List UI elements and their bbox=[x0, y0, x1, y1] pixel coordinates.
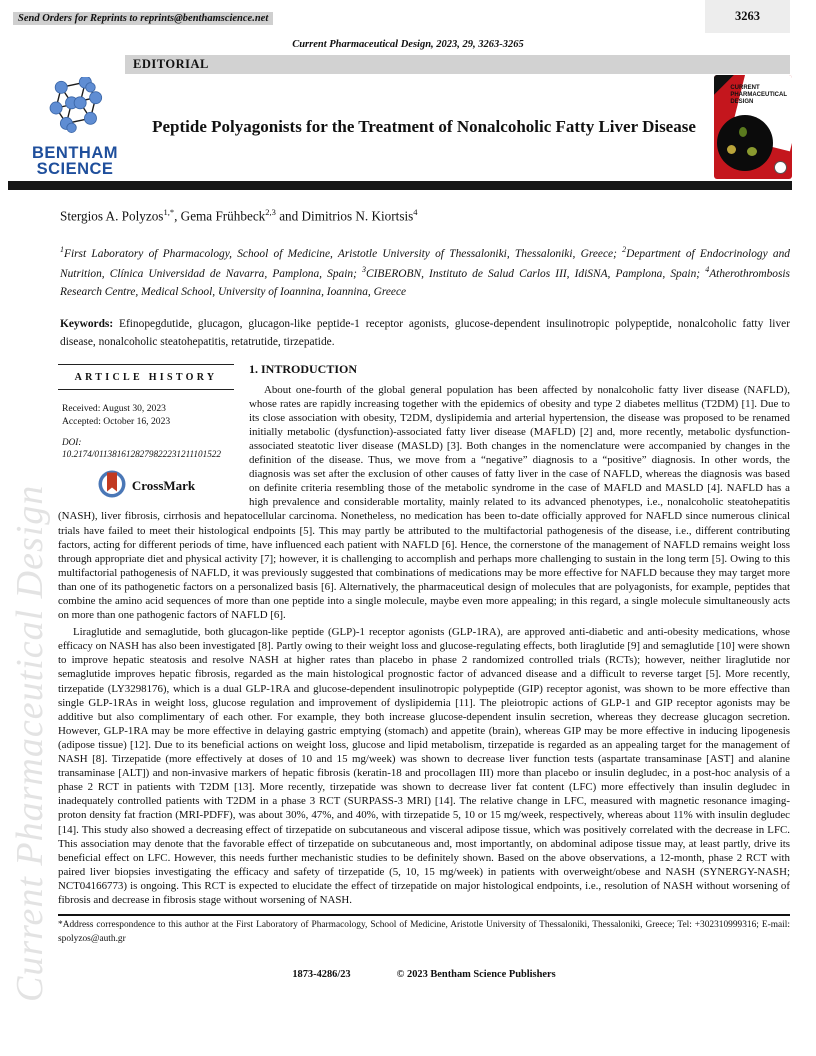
keywords-label: Keywords: bbox=[60, 318, 114, 331]
author-name: , Gema Frühbeck bbox=[174, 208, 266, 224]
correspondence-footnote: *Address correspondence to this author at the First Laboratory of Pharmacology, School of Medicine, Aristotle University of Thessaloniki, Thessaloniki, Greece; Tel: +302310999316; E-mail: spolyzos@auth.gr bbox=[58, 920, 790, 944]
article-history-dates bbox=[62, 402, 234, 429]
bentham-logo bbox=[16, 77, 134, 178]
intro-paragraph-1: About one-fourth of the global general population has been affected by nonalcoholic fatty liver disease (NAFLD), whose rates are rapidly increasing together with the epidemics of obesity and type 2 diabetes mellitus (T2DM) [1]. Due to its close association with obesity, T2DM, dyslipidemia and arterial hypertension, the disease was proposed to be renamed initially metabolic (dysfunction)-associated fatty liver disease (MAFLD) [2] and, more recently, metabolic dysfunction-associated steatotic liver disease (MASLD) [3]. Both changes in the nomenclature were accompanied by changes in the definition of the disease. Thus, we move from a “negative” diagnosis to a “positive” diagnosis. In other words, the diagnosis was set after the exclusion of other causes of fatty liver in the case of NAFLD, whereas the diagnosis was based on definite criteria resembling those of the metabolic syndrome in the case of MAFLD and MASLD [4]. NAFLD has a high prevalence and considerable mortality, mainly related to its advanced phenotypes, i.e., nonalcoholic steatohepatitis (NASH), liver fibrosis, cirrhosis and hepatocellular carcinoma. Nonetheless, no medication has been to-date officially approved for NAFLD since numerous clinical trials have failed to meet their histological endpoints [5]. This may partly be attributed to the multifactorial pathogenesis of the disease, i.e., different contributing factors, acting for different periods of time, have influenced each patient with NAFLD [6]. Hence, the cornerstone of the management of NAFLD remains weight loss through appropriate diet and physical activity [7]; however, it is challenging to accomplish and perhaps more challenging to sustain in the long term [5]. Owing to this multifactorial pathogenesis of NAFLD, it was previously suggested that combinations of medications may be more effective for NAFLD because they may target more than one of its pathogenetic factors on a personalized basis [6]. Alternatively, the pharmaceutical design of molecules that are polyagonists, for example, peptides that combine the amino acid sequences of more than one peptide into a single molecule, maybe even more appealing; in this regard, a single molecule simultaneously acts on more than one pathogenic factors of NAFLD [6]. bbox=[58, 383, 790, 622]
affiliation-superscript: 1 bbox=[60, 245, 64, 255]
affiliation-superscript: 4 bbox=[705, 264, 710, 274]
section-label: EDITORIAL bbox=[133, 57, 209, 71]
author-superscript: 4 bbox=[413, 207, 418, 217]
cover-title-line3: DESIGN bbox=[730, 98, 754, 105]
keywords-text: Efinopegdutide, glucagon, glucagon-like peptide-1 receptor agonists, glucose-dependent insulinotropic polypeptide, nonalcoholic fatty liver disease, nonalcoholic steatohepatitis, retatrutide, tirzepatide. bbox=[60, 318, 790, 348]
affiliation-text: CIBEROBN, Instituto de Salud Carlos III, IdiSNA, Pamplona, Spain; bbox=[366, 267, 706, 280]
crossmark-label: CrossMark bbox=[131, 477, 196, 493]
page-header bbox=[0, 0, 816, 38]
page-number: 3263 bbox=[705, 0, 790, 33]
affiliation-text: First Laboratory of Pharmacology, School of Medicine, Aristotle University of Thessaloniki, Thessaloniki, Greece; bbox=[64, 248, 623, 261]
introduction-heading: 1. INTRODUCTION bbox=[249, 361, 358, 376]
article-title: Peptide Polyagonists for the Treatment of Nonalcoholic Fatty Liver Disease bbox=[152, 117, 696, 137]
bentham-logo-text bbox=[16, 145, 134, 178]
cover-molecule-art bbox=[717, 115, 773, 171]
main-text bbox=[58, 362, 790, 907]
crossmark-badge[interactable] bbox=[58, 468, 234, 503]
journal-cover-thumbnail bbox=[714, 75, 792, 179]
author-name: and Dimitrios N. Kiortsis bbox=[275, 208, 414, 224]
crossmark-icon bbox=[97, 468, 127, 503]
molecule-icon bbox=[32, 126, 118, 143]
issn-code: 1873-4286/23 bbox=[292, 969, 351, 981]
copyright-notice: © 2023 Bentham Science Publishers bbox=[396, 969, 556, 981]
doi-label: DOI: bbox=[62, 437, 82, 448]
article-history-box bbox=[58, 364, 234, 506]
affiliation-superscript: 3 bbox=[362, 264, 367, 274]
footnote-divider bbox=[58, 914, 790, 916]
reprint-notice: Send Orders for Reprints to reprints@benthamscience.net bbox=[13, 12, 273, 25]
affiliation-superscript: 2 bbox=[622, 245, 627, 255]
journal-citation: Current Pharmaceutical Design, 2023, 29, 3263-3265 bbox=[292, 39, 524, 50]
cover-title-line1: CURRENT bbox=[730, 85, 760, 91]
cover-art-dot bbox=[747, 147, 757, 156]
bentham-logo-line1: BENTHAM bbox=[32, 143, 118, 162]
author-name: Stergios A. Polyzos bbox=[60, 208, 164, 224]
affiliations bbox=[60, 244, 790, 301]
article-body bbox=[58, 207, 790, 980]
doi-value: 10.2174/0113816128279822231211101522 bbox=[62, 449, 221, 460]
doi-block bbox=[62, 437, 234, 461]
page-footer bbox=[58, 969, 790, 980]
received-date: Received: August 30, 2023 bbox=[62, 402, 166, 414]
cover-title bbox=[730, 85, 787, 106]
affiliation-text: Atherothrombosis Research Centre, Medical School, University of Ioannina, Ioannina, Greece bbox=[60, 267, 790, 298]
keywords-section bbox=[60, 316, 790, 350]
author-superscript: 2,3 bbox=[265, 207, 276, 217]
masthead bbox=[16, 76, 792, 178]
authors-line bbox=[60, 207, 790, 224]
article-history-heading: ARTICLE HISTORY bbox=[58, 364, 234, 390]
affiliation-text: Department of Endocrinology and Nutrition, Clínica Universidad de Navarra, Pamplona, Spain; bbox=[60, 248, 790, 280]
bentham-logo-line2: SCIENCE bbox=[36, 160, 114, 178]
cover-art-dot bbox=[727, 145, 736, 154]
header-divider bbox=[8, 181, 792, 190]
journal-watermark: Current Pharmaceutical Design bbox=[9, 484, 51, 1002]
section-banner bbox=[125, 55, 790, 74]
accepted-date: Accepted: October 16, 2023 bbox=[62, 416, 171, 428]
intro-paragraph-2: Liraglutide and semaglutide, both glucagon-like peptide (GLP)-1 receptor agonists (GLP-1RA), are approved anti-diabetic and anti-obesity medications, whose efficacy on NASH has also been investigated [8]. Partly owing to their weight loss and glucose-regulating effects, both liraglutide [9] and semaglutide [10] were shown to improve hepatic steatosis and resolve NASH at higher rates than placebo in phase 2 randomized controlled trials (RCTs); however, neither liraglutide nor semaglutide improves hepatic fibrosis, regarded as the main histological prognostic factor of advanced disease and a difficult to reverse target [5]. More recently, tirzepatide (LY3298176), which is a dual GLP-1RA and glucose-dependent insulinotropic polypeptide (GIP) receptor agonist, was shown to be more effective than single GLP-1RAs in weight loss, glucose regulation and improvement of dyslipidemia [11]. The pleiotropic actions of GLP-1 and GIP receptor agonists may be additive but also complimentary of each other. For example, they both increase glucose-dependent insulin secretion, whereas they decrease glucagon secretion. However, GLP-1RA may be more effective in delaying gastric emptying (stomach) and appetite (brain), whereas GIP may be more effective in inducing lipogenesis (adipose tissue) [12]. Due to its beneficial actions on weight loss, glucose and lipid metabolism, tirzepatide is regarded as an appealing target for the management of NASH [8]. Tirzepatide (more effectively at doses of 10 and 15 mg/week) was shown to decrease liver function tests (aspartate transaminase [AST] and alanine transaminase [ALT]) and non-invasive markers of hepatic fibrosis (keratin-18 and procollagen III) more than placebo or insulin degludec, in a post-hoc analysis of a phase 2 RCT in patients with T2DM [13]. More recently, tirzepatide was shown to decrease liver fat content (LFC) more effectively than insulin degludec in inadequately controlled patients with T2DM in a phase 3 RCT (SURPASS-3 MRI) [14]. The relative change in LFC, measured with magnetic resonance imaging-proton density fat fraction (MRI-PDFF), was about 30%, 47%, and 40%, with tirzepatide 5, 10 or 15 mg/week, respectively, whereas about 11% with insulin degludec [14]. This study also showed a decreasing effect of tirzepatide on subcutaneous and visceral adipose tissue, which was positively correlated with the decrease in LFC. This association may denote that the favorable effect of tirzepatide on subcutaneous and, most importantly, on abdominal adipose tissue may, at least partly, drive its beneficial effect on LFC. However, this needs further mechanistic studies to be definitely shown. Based on the above observations, a 12-month, phase 2 RCT with paired liver biopsies investigating the efficacy and safety of tirzepatide (5, 10, 15 mg/week) in patients with overweight/obese and NASH (SYNERGY-NASH; NCT04166773) is ongoing. This RCT is expected to elucidate the effect of tirzepatide on major histological endpoints, i.e., resolution of NASH without worsening of fibrosis and decrease in fibrosis stage without worsening of NASH. bbox=[58, 626, 790, 906]
author-superscript: 1,* bbox=[163, 207, 175, 217]
cover-art-dot bbox=[739, 127, 747, 137]
cover-title-line2: PHARMACEUTICAL bbox=[730, 91, 787, 98]
cover-seal bbox=[774, 161, 787, 174]
